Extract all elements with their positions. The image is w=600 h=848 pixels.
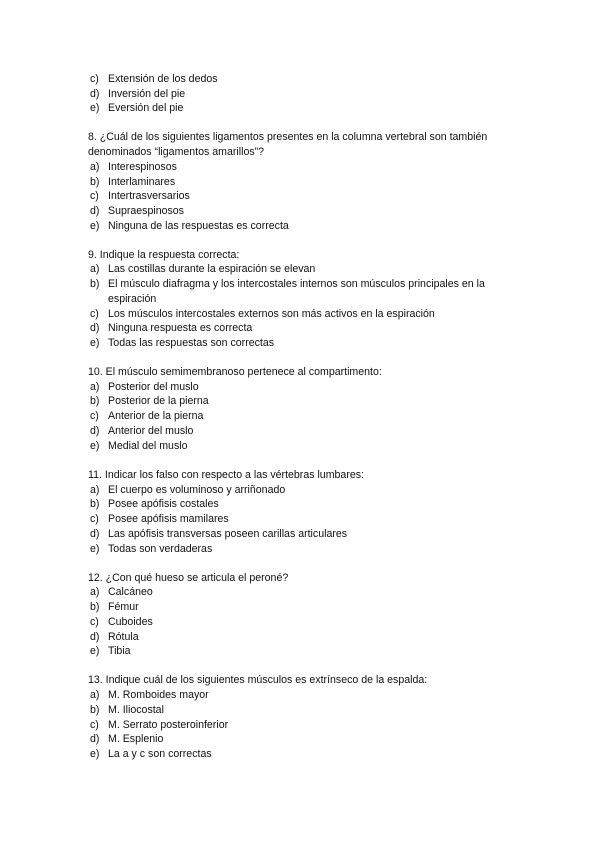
option-text: El músculo diafragma y los intercostales internos son músculos principales en la [108,278,485,290]
option-text: M. Iliocostal [108,704,164,716]
option-letter: d) [90,528,100,540]
option-letter: e) [90,543,100,555]
option-text: El cuerpo es voluminoso y arriñonado [108,484,286,496]
question-stem: 13. Indique cuál de los siguientes músculos es extrínseco de la espalda: [88,674,428,686]
option-text: Posterior del muslo [108,381,199,393]
option-letter: a) [90,263,100,275]
option-letter: a) [90,586,100,598]
option-letter: e) [90,220,100,232]
option-text: Las costillas durante la espiración se elevan [108,263,316,275]
option-text: La a y c son correctas [108,748,212,760]
option-letter: c) [90,513,99,525]
option-letter: d) [90,733,100,745]
option-text: Fémur [108,601,139,613]
option-text: Calcáneo [108,586,153,598]
option-text: Todas las respuestas son correctas [108,337,275,349]
option-text: Interlaminares [108,176,176,188]
option-text: Supraespinosos [108,205,184,217]
option-text: M. Serrato posteroinferior [108,719,229,731]
option-letter: d) [90,322,100,334]
question-stem: 9. Indique la respuesta correcta: [88,249,240,261]
option-text: Medial del muslo [108,440,188,452]
option-text: Anterior del muslo [108,425,194,437]
question-stem: 10. El músculo semimembranoso pertenece al compartimento: [88,366,382,378]
option-letter: c) [90,719,99,731]
option-text: Inversión del pie [108,88,186,100]
question-stem-continued: denominados “ligamentos amarillos”? [88,146,265,158]
option-letter: d) [90,425,100,437]
option-letter: a) [90,381,100,393]
option-text: Posterior de la pierna [108,395,209,407]
option-letter: c) [90,616,99,628]
option-text: Extensión de los dedos [108,73,218,85]
option-text: Posee apófisis mamilares [108,513,229,525]
option-letter: d) [90,88,100,100]
option-letter: e) [90,440,100,452]
option-letter: c) [90,190,99,202]
question-stem: 11. Indicar los falso con respecto a las vértebras lumbares: [88,469,364,481]
option-text: Posee apófisis costales [108,498,219,510]
option-letter: e) [90,337,100,349]
option-letter: e) [90,102,100,114]
option-text: Interespinosos [108,161,177,173]
option-letter: d) [90,205,100,217]
option-letter: b) [90,601,100,613]
option-letter: a) [90,484,100,496]
option-text: Intertrasversarios [108,190,190,202]
option-text: Anterior de la pierna [108,410,204,422]
option-letter: a) [90,689,100,701]
option-text: Todas son verdaderas [108,543,213,555]
option-letter: b) [90,498,100,510]
option-text: Eversión del pie [108,102,184,114]
option-letter: c) [90,73,99,85]
option-text: Los músculos intercostales externos son más activos en la espiración [108,308,435,320]
option-letter: b) [90,395,100,407]
option-text: Tibia [108,645,131,657]
option-letter: e) [90,645,100,657]
option-letter: d) [90,631,100,643]
option-text: Ninguna respuesta es correcta [108,322,253,334]
option-letter: c) [90,410,99,422]
option-letter: b) [90,704,100,716]
option-text: Ninguna de las respuestas es correcta [108,220,289,232]
option-text: Rótula [108,631,139,643]
option-text-continued: espiración [108,293,157,305]
option-letter: b) [90,278,100,290]
option-text: Cuboides [108,616,153,628]
question-stem: 8. ¿Cuál de los siguientes ligamentos presentes en la columna vertebral son también [88,131,488,143]
option-letter: b) [90,176,100,188]
option-text: M. Esplenio [108,733,164,745]
option-text: Las apófisis transversas poseen carillas articulares [108,528,348,540]
option-letter: e) [90,748,100,760]
option-text: M. Romboides mayor [108,689,209,701]
question-stem: 12. ¿Con qué hueso se articula el peroné? [88,572,289,584]
option-letter: a) [90,161,100,173]
option-letter: c) [90,308,99,320]
